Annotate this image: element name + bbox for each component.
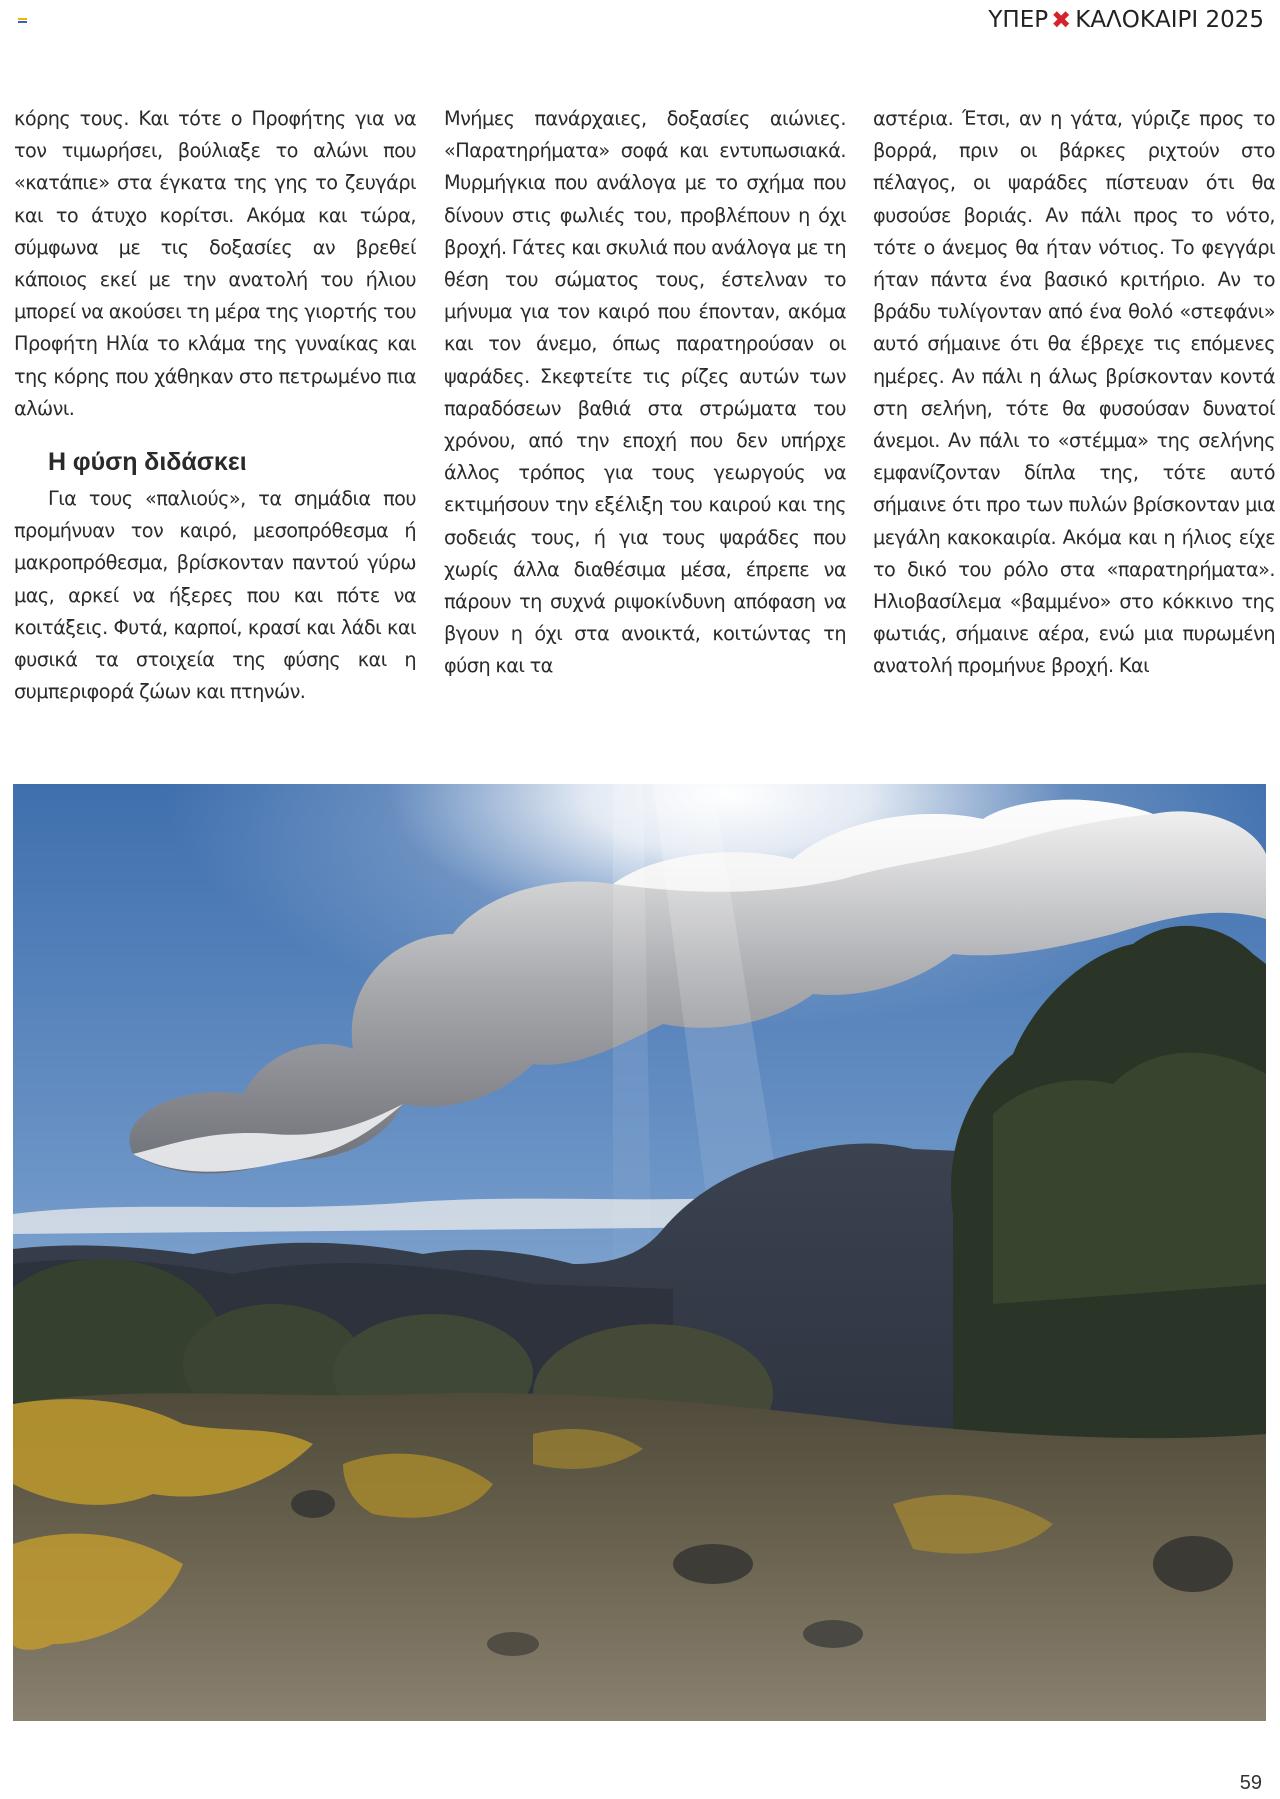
article-column-3 <box>873 103 1275 683</box>
paragraph: Μνήμες πανάρχαιες, δοξασίες αιώνιες. «Παρατηρήματα» σοφά και εντυπωσιακά. Μυρμήγκια που ανάλογα με το σχήμα που δίνουν στις φωλιές του, προβλέπουν η όχι βροχή. Γάτες και σκυλιά που ανάλογα με τη θέση του σώματος τους, έστελναν το μήνυμα για τον καιρό που έπονταν, ακόμα και τον άνεμο, όπως παρατηρούσαν οι ψαράδες. Σκεφτείτε τις ρίζες αυτών των παραδόσεων βαθιά στα στρώματα του χρόνου, από την εποχή που δεν υπήρχε άλλος τρόπος για τους γεωργούς να εκτιμήσουν την εξέλιξη του καιρού και της σοδειάς τους, ή για τους ψαράδες που χωρίς άλλα διαθέσιμα μέσα, έπρεπε να πάρουν τη συχνά ριψοκίνδυνη απόφαση να βγουν η όχι στα ανοικτά, κοιτώντας τη φύση και τα <box>444 107 846 678</box>
magazine-name: ΥΠΕΡ <box>988 7 1049 33</box>
running-header <box>988 6 1264 34</box>
article-column-2 <box>444 103 846 683</box>
paragraph: Για τους «παλιούς», τα σημάδια που προμήνυαν τον καιρό, μεσοπρόθεσμα ή μακροπρόθεσμα, βρίσκονταν παντού γύρω μας, αρκεί να ήξερες που και πότε να κοιτάξεις. Φυτά, καρποί, κρασί και λάδι και φυσικά τα στοιχεία της φύσης και η συμπεριφορά ζώων και πτηνών. <box>14 487 416 704</box>
color-bar-icon <box>18 18 27 27</box>
article-column-1 <box>14 103 416 708</box>
section-subheading: Η φύση διδάσκει <box>48 448 247 477</box>
landscape-photo <box>13 784 1266 1721</box>
landscape-image <box>13 784 1266 1721</box>
paragraph: κόρης τους. Και τότε ο Προφήτης για να τον τιμωρήσει, βούλιαξε το αλώνι που «κατάπιε» στα έγκατα της γης το ζευγάρι και το άτυχο κορίτσι. Ακόμα και τώρα, σύμφωνα με τις δοξασίες αν βρεθεί κάποιος εκεί με την ανατολή του ήλιου μπορεί να ακούσει τη μέρα της γιορτής του Προφήτη Ηλία το κλάμα της γυναίκας και της κόρης που χάθηκαν στο πετρωμένο πια αλώνι. <box>14 107 416 420</box>
paragraph: αστέρια. Έτσι, αν η γάτα, γύριζε προς το βορρά, πριν οι βάρκες ριχτούν στο πέλαγος, οι ψαράδες πίστευαν ότι θα φυσούσε βοριάς. Αν πάλι προς το νότο, τότε ο άνεμος θα ήταν νότιος. Το φεγγάρι ήταν πάντα ένα βασικό κριτήριο. Αν το βράδυ τυλίγονταν από ένα θολό «στεφάνι» αυτό σήμαινε ότι θα έβρεχε τις επόμενες ημέρες. Αν πάλι η άλως βρίσκονταν κοντά στη σελήνη, τότε θα φυσούσαν δυνατοί άνεμοι. Αν πάλι το «στέμμα» της σελήνης εμφανίζονταν δίπλα της, τότε αυτό σήμαινε ότι προ των πυλών βρίσκονταν μια μεγάλη κακοκαιρία. Ακόμα και η ήλιος είχε το δικό του ρόλο στα «παρατηρήματα». Ηλιοβασίλεμα «βαμμένο» στο κόκκινο της φωτιάς, σήμαινε αέρα, ενώ μια πυρωμένη ανατολή προμήνυε βροχή. Και <box>873 107 1275 678</box>
magazine-logo-icon: ✖ <box>1051 6 1072 34</box>
page-number: 59 <box>1239 1772 1262 1794</box>
issue-label: ΚΑΛΟΚΑΙΡΙ 2025 <box>1075 7 1264 33</box>
